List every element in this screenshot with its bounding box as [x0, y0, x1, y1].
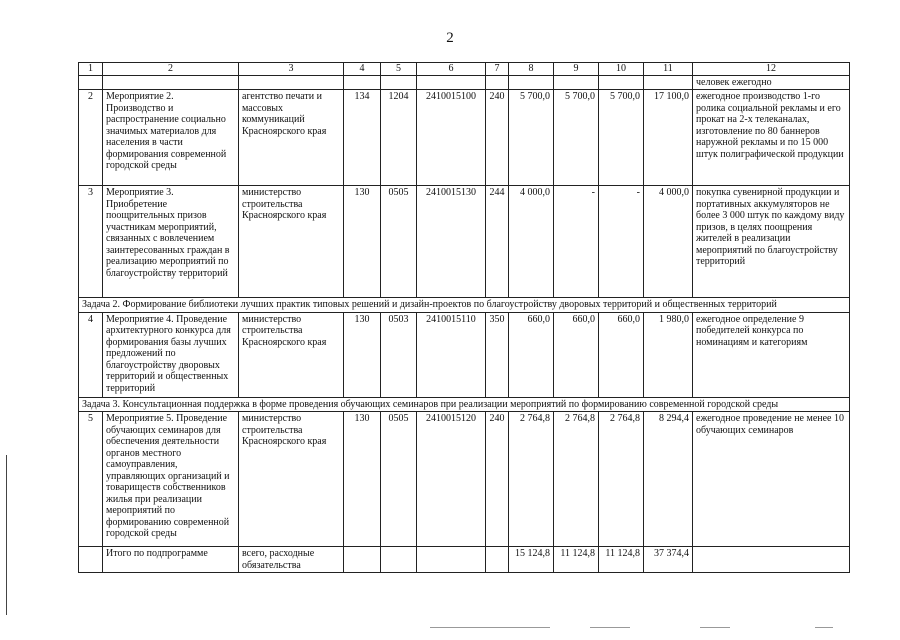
- year2-amount-cell: 660,0: [554, 312, 599, 397]
- executor-cell: министерство строительства Красноярского края: [239, 312, 344, 397]
- column-number-cell: 7: [486, 63, 509, 76]
- year1-amount-cell: 660,0: [509, 312, 554, 397]
- row-number-cell: 3: [79, 186, 103, 298]
- executor-cell: министерство строительства Красноярского края: [239, 186, 344, 298]
- continuation-result-cell: человек ежегодно: [693, 75, 850, 90]
- activity-name-cell: Мероприятие 3. Приобретение поощрительных призов участникам мероприятий, связанных с вовлечением заинтересованных граждан в реализацию мероприятий по благоустройству территорий: [103, 186, 239, 298]
- expected-result-cell: покупка сувенирной продукции и портативных аккумуляторов не более 3 000 штук по каждому виду призов, в целях поощрения жителей в реализации мероприятий по благоустройству территорий: [693, 186, 850, 298]
- year3-amount-cell: 5 700,0: [599, 90, 644, 186]
- task-heading: Задача 3. Консультационная поддержка в форме проведения обучающих семинаров при реализации мероприятий по формированию современной городской среды: [79, 397, 850, 412]
- expected-result-cell: ежегодное производство 1-го ролика социальной рекламы и его прокат на 2-х телеканалах, изготовление по 80 баннеров наружной рекламы и по 15 000 штук полиграфической продукции: [693, 90, 850, 186]
- executor-cell: министерство строительства Красноярского края: [239, 412, 344, 547]
- year2-amount-cell: -: [554, 186, 599, 298]
- year3-amount-cell: 11 124,8: [599, 547, 644, 573]
- executor-cell: агентство печати и массовых коммуникаций Красноярского края: [239, 90, 344, 186]
- grbs-code-cell: 130: [344, 186, 381, 298]
- footer-rule: [590, 627, 630, 628]
- activity-name-cell: Мероприятие 4. Проведение архитектурного конкурса для формирования базы лучших предложений по благоустройству дворовых территорий и общественных территорий: [103, 312, 239, 397]
- task-row: [79, 397, 850, 412]
- activity-row: [79, 186, 850, 298]
- row-number-cell: [79, 547, 103, 573]
- year1-amount-cell: 4 000,0: [509, 186, 554, 298]
- empty-cell: [554, 75, 599, 90]
- column-number-cell: 4: [344, 63, 381, 76]
- column-number-cell: 12: [693, 63, 850, 76]
- expected-result-cell: ежегодное проведение не менее 10 обучающих семинаров: [693, 412, 850, 547]
- year1-amount-cell: 5 700,0: [509, 90, 554, 186]
- section-code-cell: 0505: [381, 186, 417, 298]
- year2-amount-cell: 11 124,8: [554, 547, 599, 573]
- activity-row: [79, 412, 850, 547]
- target-article-code-cell: 2410015130: [417, 186, 486, 298]
- year3-amount-cell: -: [599, 186, 644, 298]
- activity-name-cell: Мероприятие 2. Производство и распространение социально значимых материалов для населения в части формирования современной городской среды: [103, 90, 239, 186]
- target-article-code-cell: 2410015110: [417, 312, 486, 397]
- activity-name-cell: Мероприятие 5. Проведение обучающих семинаров для обеспечения деятельности органов местного самоуправления, управляющих организаций и товариществ собственников жилья при реализации мероприятий по формированию современной городской среды: [103, 412, 239, 547]
- footer-rule: [700, 627, 730, 628]
- total-amount-cell: 4 000,0: [644, 186, 693, 298]
- column-number-header-row: [79, 63, 850, 76]
- section-code-cell: 0503: [381, 312, 417, 397]
- activity-row: [79, 90, 850, 186]
- column-number-cell: 10: [599, 63, 644, 76]
- footer-rule: [815, 627, 833, 628]
- empty-cell: [644, 75, 693, 90]
- column-number-cell: 3: [239, 63, 344, 76]
- empty-cell: [486, 75, 509, 90]
- empty-cell: [417, 75, 486, 90]
- target-article-code-cell: 2410015120: [417, 412, 486, 547]
- section-code-cell: [381, 547, 417, 573]
- activity-name-cell: Итого по подпрограмме: [103, 547, 239, 573]
- empty-cell: [344, 75, 381, 90]
- row-number-cell: 5: [79, 412, 103, 547]
- column-number-cell: 9: [554, 63, 599, 76]
- program-table: [78, 62, 850, 573]
- empty-cell: [239, 75, 344, 90]
- column-number-cell: 5: [381, 63, 417, 76]
- expense-type-code-cell: 350: [486, 312, 509, 397]
- year2-amount-cell: 2 764,8: [554, 412, 599, 547]
- total-amount-cell: 8 294,4: [644, 412, 693, 547]
- footer-rule: [430, 627, 550, 628]
- grbs-code-cell: 134: [344, 90, 381, 186]
- target-article-code-cell: 2410015100: [417, 90, 486, 186]
- expected-result-cell: [693, 547, 850, 573]
- grbs-code-cell: [344, 547, 381, 573]
- year2-amount-cell: 5 700,0: [554, 90, 599, 186]
- row-number-cell: 2: [79, 90, 103, 186]
- year3-amount-cell: 2 764,8: [599, 412, 644, 547]
- expense-type-code-cell: [486, 547, 509, 573]
- continuation-row: [79, 75, 850, 90]
- page-number: 2: [446, 30, 454, 46]
- section-code-cell: 0505: [381, 412, 417, 547]
- target-article-code-cell: [417, 547, 486, 573]
- task-heading: Задача 2. Формирование библиотеки лучших практик типовых решений и дизайн-проектов по благоустройству дворовых территорий и общественных территорий: [79, 298, 850, 313]
- expense-type-code-cell: 240: [486, 90, 509, 186]
- total-amount-cell: 1 980,0: [644, 312, 693, 397]
- empty-cell: [509, 75, 554, 90]
- year1-amount-cell: 2 764,8: [509, 412, 554, 547]
- empty-cell: [103, 75, 239, 90]
- task-row: [79, 298, 850, 313]
- section-code-cell: 1204: [381, 90, 417, 186]
- empty-cell: [381, 75, 417, 90]
- expense-type-code-cell: 244: [486, 186, 509, 298]
- expected-result-cell: ежегодное определение 9 победителей конкурса по номинациям и категориям: [693, 312, 850, 397]
- total-amount-cell: 37 374,4: [644, 547, 693, 573]
- year1-amount-cell: 15 124,8: [509, 547, 554, 573]
- left-margin-line: [6, 455, 7, 615]
- row-number-cell: 4: [79, 312, 103, 397]
- activity-row: [79, 312, 850, 397]
- column-number-cell: 8: [509, 63, 554, 76]
- executor-cell: всего, расходные обязательства: [239, 547, 344, 573]
- expense-type-code-cell: 240: [486, 412, 509, 547]
- empty-cell: [79, 75, 103, 90]
- empty-cell: [599, 75, 644, 90]
- total-amount-cell: 17 100,0: [644, 90, 693, 186]
- grbs-code-cell: 130: [344, 412, 381, 547]
- column-number-cell: 11: [644, 63, 693, 76]
- total-row: [79, 547, 850, 573]
- column-number-cell: 1: [79, 63, 103, 76]
- column-number-cell: 6: [417, 63, 486, 76]
- column-number-cell: 2: [103, 63, 239, 76]
- year3-amount-cell: 660,0: [599, 312, 644, 397]
- grbs-code-cell: 130: [344, 312, 381, 397]
